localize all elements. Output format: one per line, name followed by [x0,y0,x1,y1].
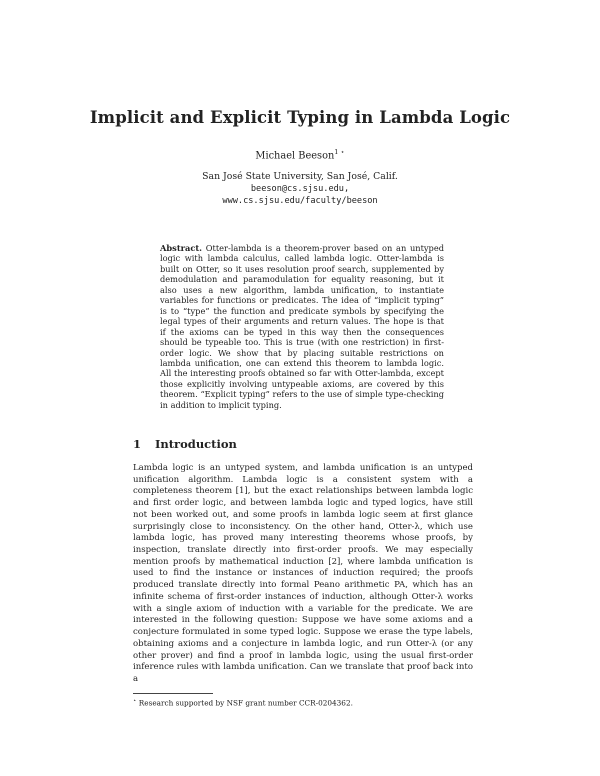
paper-title: Implicit and Explicit Typing in Lambda Logic [89,108,511,127]
footnote-rule [133,693,213,694]
intro-paragraph: Lambda logic is an untyped system, and lambda unification is an untyped unification algorithm. Lambda logic is a consistent system with a completeness theorem [1], but the exact relationships between lambda logic and first order logic, and between lambda logic and typed logics, have still not been worked out, and some proofs in lambda logic seem at first glance surprisingly close to inconsistency. On the other hand, Otter-λ, which use lambda logic, has proved many interesting theorems whose proofs, by inspection, translate directly into first-order proofs. We may especially mention proofs by mathematical induction [2], where lambda unification is used to find the instance or instances of induction required; the proofs produced translate directly into formal Peano arithmetic PA, which has an infinite schema of first-order instances of induction, although Otter-λ works with a single axiom of induction with a variable for the predicate. We are interested in the following question: Suppose we have some axioms and a conjecture formulated in some typed logic. Suppose we erase the type labels, obtaining axioms and a conjecture in lambda logic, and run Otter-λ (or any other prover) and find a proof in lambda logic, using the usual first-order inference rules with lambda unification. Can we translate that proof back into a [133,463,473,684]
institution: San José State University, San José, Calif. [202,171,398,182]
abstract-label: Abstract. [160,243,203,253]
abstract [160,243,444,410]
section-title: Introduction [155,437,237,451]
affiliation-block [0,171,600,207]
footnote [133,697,473,707]
footnote-mark: ⋆ [133,698,137,704]
author-line [0,148,600,161]
section-number: 1 [133,437,142,451]
homepage-url: www.cs.sjsu.edu/faculty/beeson [222,196,378,206]
author-footnote-marks: 1 ⋆ [334,148,345,156]
author-name: Michael Beeson [255,150,335,162]
section-heading [133,437,473,451]
abstract-text: Otter-lambda is a theorem-prover based on an untyped logic with lambda calculus, called lambda logic. Otter-lambda is built on Otter, so it uses resolution proof search, supplemented by demodulation and paramodulation for equality reasoning, but it also uses a new algorithm, lambda unification, to instantiate variables for functions or predicates. The idea of “implicit typing” is to “type” the function and predicate symbols by specifying the legal types of their arguments and return values. The hope is that if the axioms can be typed in this way then the consequences should be typeable too. This is true (with one restriction) in first-order logic. We show that by placing suitable restrictions on lambda unification, one can extend this theorem to lambda logic. All the interesting proofs obtained so far with Otter-lambda, except those explicitly involving untypeable axioms, are covered by this theorem. “Explicit typing” refers to the use of simple type-checking in addition to implicit typing. [160,243,444,410]
email: beeson@cs.sjsu.edu, [250,184,350,194]
footnote-text: Research supported by NSF grant number CCR-0204362. [138,698,353,708]
